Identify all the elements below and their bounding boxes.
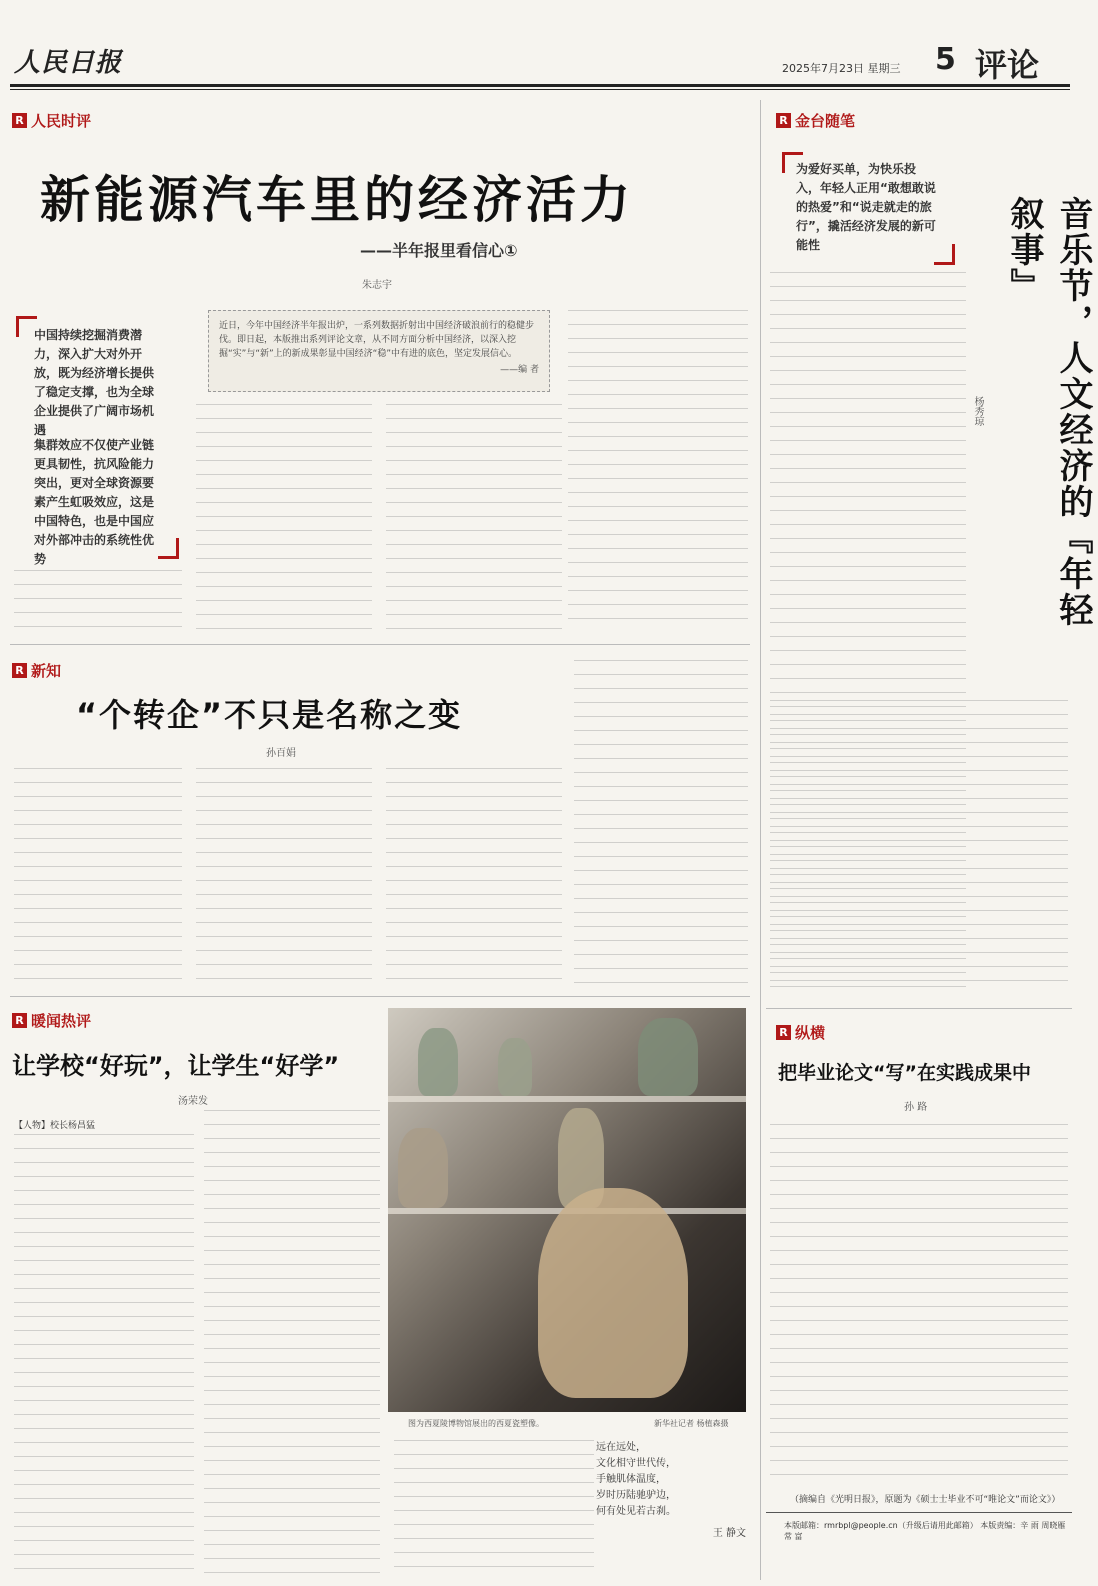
article-text-column [14, 768, 182, 984]
poem [596, 1440, 746, 1542]
byline-thesis: 孙 路 [904, 1102, 928, 1113]
article-text-column [574, 660, 748, 984]
editor-note-box [208, 310, 550, 392]
column-label-xinzhi [12, 660, 61, 681]
editor-source-note: （摘编自《光明日报》，原题为《硕士士毕业不可“唯论文”而论文》） [790, 1495, 1061, 1505]
article-text-column [386, 404, 562, 630]
column-label-text: 暖闻热评 [31, 1012, 92, 1030]
section-divider [766, 1008, 1072, 1009]
article-text-column [196, 404, 372, 630]
editor-note-sign: ——编 者 [500, 365, 539, 375]
figurine [638, 1018, 698, 1096]
column-label-text: 金台随笔 [795, 112, 856, 130]
display-shelf [388, 1096, 746, 1102]
article-text-column [204, 1110, 380, 1574]
headline-school: 让学校“好玩”，让学生“好学” [12, 1052, 340, 1080]
article-text-column [386, 768, 562, 984]
vertical-headline: 音乐节，人文经济的『年轻叙事』 [1004, 196, 1093, 628]
masthead-rule [10, 84, 1070, 87]
main-headline: 新能源汽车里的经济活力 [40, 171, 634, 229]
column-label-jintai-suibi [776, 110, 855, 131]
pull-quote-1: 中国持续挖掘消费潜力，深入扩大对外开放，既为经济增长提供了稳定支撑，也为全球企业提供了广阔市场机遇 [34, 328, 155, 437]
byline-xinzhi: 孙百娟 [266, 748, 296, 759]
footer-rule [766, 1512, 1072, 1513]
figurine-main [538, 1188, 688, 1398]
article-text-column [196, 768, 372, 984]
headline-ge-zhuan-qi: “个转企”不只是名称之变 [76, 696, 463, 734]
editor-note-text: 近日，今年中国经济半年报出炉，一系列数据折射出中国经济破浪前行的稳健步伐。即日起，本版推出系列评论文章，从不同方面分析中国经济，以深入挖掘“实”与“新”上的新成果彰显中国经济“稳”中有进的底色，坚定发展信心。 [219, 321, 535, 359]
byline-school: 汤荣发 [178, 1096, 208, 1107]
headline-thesis: 把毕业论文“写”在实践成果中 [778, 1062, 1031, 1084]
column-label-text: 人民时评 [31, 112, 92, 130]
figurine [498, 1038, 532, 1096]
poem-line: 手触肌体温度， [596, 1474, 666, 1485]
section-divider [10, 996, 750, 997]
r-logo-icon: R [12, 663, 27, 678]
article-text-column [770, 700, 1068, 992]
article-text-column [568, 310, 748, 630]
pull-quote-2: 集群效应不仅使产业链更具韧性，抗风险能力突出，更对全球资源要素产生虹吸效应，这是中国特色，也是中国应对外部冲击的系统性优势 [34, 438, 155, 566]
r-logo-icon: R [776, 1025, 791, 1040]
page-footer: 本版邮箱：rmrbpl@people.cn（升级后请用此邮箱） 本版责编：辛 雨 周晓雁 常 富 [784, 1521, 1066, 1541]
photo-xixia-figurines [388, 1008, 746, 1412]
poem-line: 何有处见若古刹。 [596, 1506, 676, 1517]
column-label-renmin-shiping [12, 110, 91, 131]
figurine [398, 1128, 448, 1208]
photo-caption: 图为西夏陵博物馆展出的西夏瓷塑像。 [408, 1419, 544, 1428]
article-text-column [770, 1124, 1068, 1484]
right-pull-quote: 为爱好买单，为快乐投入，年轻人正用“敢想敢说的热爱”和“说走就走的旅行”，撬活经济发展的新可能性 [796, 162, 936, 252]
poem-line: 岁时历陆驰驴边， [596, 1490, 676, 1501]
figurine [418, 1028, 458, 1096]
issue-date: 2025年7月23日 星期三 [782, 62, 901, 75]
masthead-rule-thin [10, 89, 1070, 90]
article-text-column [394, 1440, 594, 1574]
poem-line: 远在远处， [596, 1442, 646, 1453]
section-title: 评论 [975, 46, 1040, 84]
page-number: 5 [935, 42, 956, 77]
column-label-nuanwen-reping [12, 1010, 91, 1031]
column-label-zongheng [776, 1022, 825, 1043]
article-tag: 【人物】校长杨昌猛 [14, 1121, 96, 1131]
section-divider [10, 644, 750, 645]
main-subheadline: ——半年报里看信心① [360, 241, 518, 260]
photo-credit: 新华社记者 杨植森摄 [654, 1419, 729, 1428]
newspaper-logo: 人民日报 [14, 48, 123, 78]
poem-line: 文化相守世代传， [596, 1458, 676, 1469]
column-divider [760, 100, 761, 1580]
poem-author: 王 静文 [712, 1528, 746, 1539]
column-label-text: 纵横 [795, 1024, 826, 1042]
article-text-column [14, 570, 182, 630]
pull-quote-bracket-bottom [934, 244, 955, 265]
main-byline: 朱志宇 [362, 280, 392, 291]
column-label-text: 新知 [31, 662, 62, 680]
right-byline: 杨秀琼 [972, 396, 983, 426]
article-text-column [14, 1134, 194, 1574]
r-logo-icon: R [12, 113, 27, 128]
r-logo-icon: R [776, 113, 791, 128]
r-logo-icon: R [12, 1013, 27, 1028]
pull-quote-bracket-bottom [158, 538, 179, 559]
